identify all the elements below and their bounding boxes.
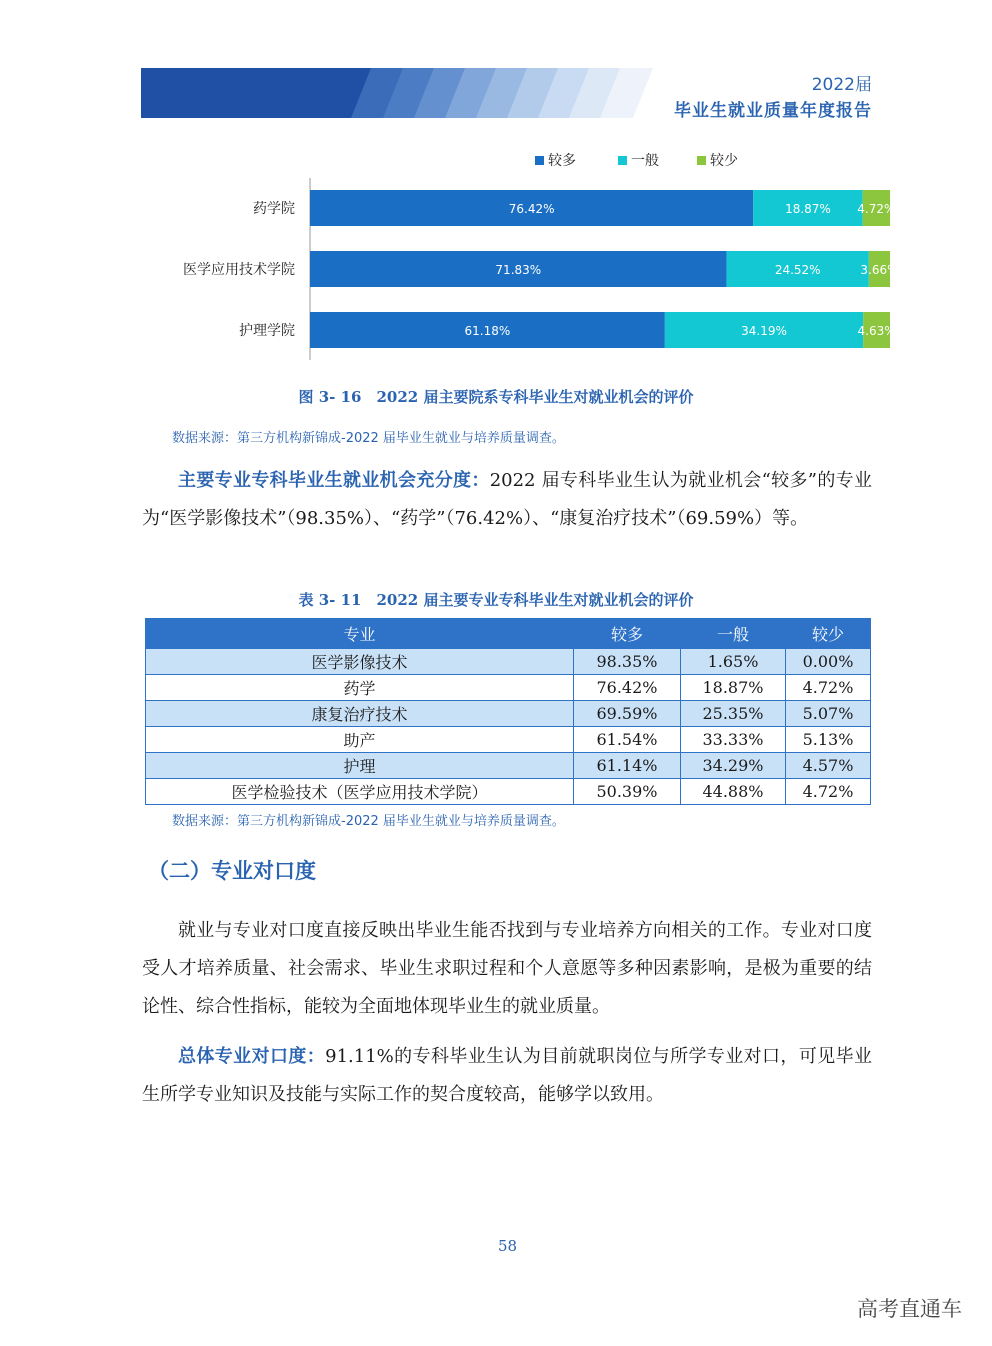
table-cell: 44.88% <box>681 779 786 805</box>
table-cell: 69.59% <box>574 701 681 727</box>
table-row <box>146 675 871 701</box>
data-label: 61.18% <box>464 324 511 338</box>
figure-source: 数据来源：第三方机构新锦成-2022 届毕业生就业与培养质量调查。 <box>172 431 565 446</box>
data-label: 18.87% <box>785 202 831 216</box>
figure-caption: 图 3- 16 2022 届主要院系专科毕业生对就业机会的评价 <box>298 388 694 406</box>
header-banner <box>141 68 661 118</box>
table-cell: 25.35% <box>681 701 786 727</box>
table-cell: 医学影像技术 <box>146 649 574 675</box>
table-cell: 1.65% <box>681 649 786 675</box>
table-cell: 98.35% <box>574 649 681 675</box>
table-cell: 0.00% <box>786 649 871 675</box>
paragraph-text: 2022 届专科毕业生认为就业机会“较多”的专业为“医学影像技术”（98.35%）、“药学”（76.42%）、“康复治疗技术”（69.59%）等。 <box>142 470 873 529</box>
table-row <box>146 753 871 779</box>
data-label: 4.63% <box>857 324 896 338</box>
paragraph-text: 91.11%的专科毕业生认为目前就职岗位与所学专业对口，可见毕业生所学专业知识及技能与实际工作的契合度较高，能够学以致用。 <box>142 1046 873 1105</box>
data-label: 24.52% <box>774 263 821 277</box>
category-label: 医学应用技术学院 <box>183 262 295 278</box>
table-cell: 4.72% <box>786 675 871 701</box>
header-title: 毕业生就业质量年度报告 <box>674 101 872 121</box>
data-label: 34.19% <box>741 324 787 338</box>
category-label: 药学院 <box>253 201 295 217</box>
paragraph-highlight: 总体专业对口度： <box>178 1046 326 1067</box>
table-row <box>146 727 871 753</box>
table-cell: 18.87% <box>681 675 786 701</box>
data-label: 76.42% <box>508 202 555 216</box>
table-cell: 61.14% <box>574 753 681 779</box>
table-source: 数据来源：第三方机构新锦成-2022 届毕业生就业与培养质量调查。 <box>172 814 565 829</box>
table-cell: 5.07% <box>786 701 871 727</box>
table-row <box>146 701 871 727</box>
paragraph-employment-opportunity <box>142 462 872 538</box>
table-header-major: 专业 <box>146 619 574 649</box>
table-cell: 76.42% <box>574 675 681 701</box>
watermark: 高考直通车 <box>857 1297 962 1321</box>
page-number: 58 <box>497 1237 518 1255</box>
legend-label: 一般 <box>631 153 659 169</box>
legend-label: 较多 <box>548 153 576 169</box>
table-cell: 34.29% <box>681 753 786 779</box>
table-cell: 护理 <box>146 753 574 779</box>
table-cell: 5.13% <box>786 727 871 753</box>
table-caption: 表 3- 11 2022 届主要专业专科毕业生对就业机会的评价 <box>298 591 694 609</box>
paragraph-major-match-intro: 就业与专业对口度直接反映出毕业生能否找到与专业培养方向相关的工作。专业对口度受人才培养质量、社会需求、毕业生求职过程和个人意愿等多种因素影响，是极为重要的结论性、综合性指标，能较为全面地体现毕业生的就业质量。 <box>142 920 872 1017</box>
table-cell: 医学检验技术（医学应用技术学院） <box>146 779 574 805</box>
stacked-bar-chart <box>150 145 910 365</box>
table-header-average: 一般 <box>681 619 786 649</box>
table-cell: 4.72% <box>786 779 871 805</box>
table-cell: 33.33% <box>681 727 786 753</box>
legend-swatch <box>618 156 627 165</box>
table-row <box>146 779 871 805</box>
table-header-less: 较少 <box>786 619 871 649</box>
legend-swatch <box>697 156 706 165</box>
paragraph-overall-match <box>142 1038 872 1114</box>
table-cell: 药学 <box>146 675 574 701</box>
header-year: 2022届 <box>811 75 872 95</box>
table-row <box>146 649 871 675</box>
data-label: 4.72% <box>857 202 896 216</box>
paragraph-highlight: 主要专业专科毕业生就业机会充分度： <box>178 470 490 491</box>
section-heading: （二）专业对口度 <box>148 859 316 883</box>
legend-swatch <box>535 156 544 165</box>
table-cell: 助产 <box>146 727 574 753</box>
table-cell: 61.54% <box>574 727 681 753</box>
major-evaluation-table <box>145 618 871 805</box>
table-cell: 康复治疗技术 <box>146 701 574 727</box>
legend-label: 较少 <box>710 153 738 169</box>
table-cell: 50.39% <box>574 779 681 805</box>
data-label: 71.83% <box>495 263 542 277</box>
table-header-row <box>146 619 871 649</box>
table-header-more: 较多 <box>574 619 681 649</box>
category-label: 护理学院 <box>239 323 295 339</box>
data-label: 3.66% <box>860 263 899 277</box>
table-cell: 4.57% <box>786 753 871 779</box>
